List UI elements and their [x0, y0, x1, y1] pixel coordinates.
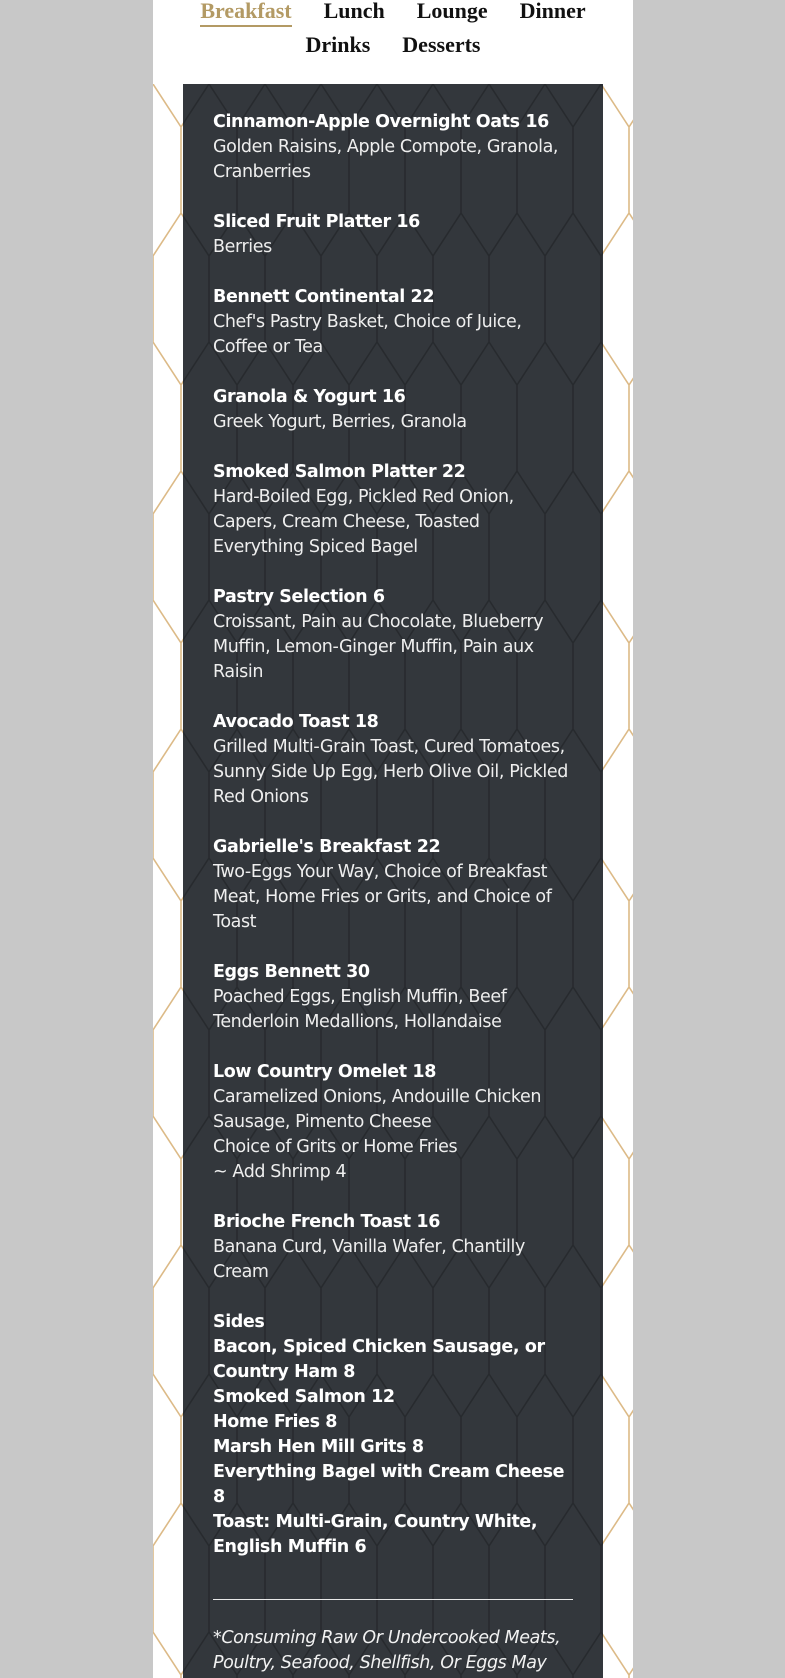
sides-section	[213, 1310, 573, 1560]
menu-item-description: Poached Eggs, English Muffin, Beef Tenderloin Medallions, Hollandaise	[213, 987, 507, 1032]
menu-item-name: Granola & Yogurt 16	[213, 387, 406, 407]
menu-item-description: Choice of Grits or Home Fries	[213, 1137, 458, 1157]
menu-item-list	[213, 110, 573, 1585]
menu-page	[153, 0, 633, 1678]
menu-item-description: Croissant, Pain au Chocolate, Blueberry Muffin, Lemon-Ginger Muffin, Pain aux Raisin	[213, 612, 544, 682]
sides-heading: Sides	[213, 1312, 265, 1332]
tab-breakfast[interactable]: Breakfast	[200, 0, 291, 27]
menu-item	[213, 710, 573, 810]
tab-desserts[interactable]: Desserts	[402, 32, 481, 57]
menu-item	[213, 110, 573, 185]
menu-tabs-nav	[153, 0, 633, 84]
menu-item	[213, 210, 573, 260]
menu-item	[213, 1210, 573, 1285]
menu-item-description: Caramelized Onions, Andouille Chicken Sausage, Pimento Cheese	[213, 1087, 542, 1132]
side-item: Bacon, Spiced Chicken Sausage, or Country Ham 8	[213, 1337, 545, 1382]
menu-item-name: Cinnamon-Apple Overnight Oats 16	[213, 112, 549, 132]
tab-lounge[interactable]: Lounge	[416, 0, 488, 23]
menu-item-name: Smoked Salmon Platter 22	[213, 462, 466, 482]
side-item: Toast: Multi-Grain, Country White, English Muffin 6	[213, 1512, 538, 1557]
tab-lunch[interactable]: Lunch	[323, 0, 385, 23]
menu-item-description: Golden Raisins, Apple Compote, Granola, Cranberries	[213, 137, 559, 182]
side-item: Home Fries 8	[213, 1412, 338, 1432]
menu-tabs-row-1	[153, 0, 633, 27]
divider	[213, 1599, 573, 1600]
side-item: Marsh Hen Mill Grits 8	[213, 1437, 424, 1457]
menu-item-name: Low Country Omelet 18	[213, 1062, 436, 1082]
side-item: Smoked Salmon 12	[213, 1387, 395, 1407]
menu-item	[213, 285, 573, 360]
menu-item-name: Brioche French Toast 16	[213, 1212, 440, 1232]
menu-item-name: Gabrielle's Breakfast 22	[213, 837, 441, 857]
menu-item-description: ~ Add Shrimp 4	[213, 1162, 347, 1182]
menu-item	[213, 585, 573, 685]
menu-item-name: Avocado Toast 18	[213, 712, 379, 732]
menu-item	[213, 960, 573, 1035]
menu-tabs-row-2	[153, 31, 633, 59]
menu-item-description: Two-Eggs Your Way, Choice of Breakfast Meat, Home Fries or Grits, and Choice of Toast	[213, 862, 552, 932]
menu-item-description: Banana Curd, Vanilla Wafer, Chantilly Cream	[213, 1237, 525, 1282]
side-item: Everything Bagel with Cream Cheese 8	[213, 1462, 565, 1507]
tab-drinks[interactable]: Drinks	[305, 32, 371, 57]
menu-item-description: Hard-Boiled Egg, Pickled Red Onion, Capers, Cream Cheese, Toasted Everything Spiced Bagel	[213, 487, 514, 557]
menu-item-name: Eggs Bennett 30	[213, 962, 370, 982]
food-safety-disclaimer: *Consuming Raw Or Undercooked Meats, Poultry, Seafood, Shellfish, Or Eggs May	[213, 1628, 561, 1673]
menu-item-name: Pastry Selection 6	[213, 587, 385, 607]
menu-item	[213, 1060, 573, 1185]
menu-item-name: Bennett Continental 22	[213, 287, 435, 307]
menu-item-name: Sliced Fruit Platter 16	[213, 212, 420, 232]
menu-item	[213, 835, 573, 935]
menu-item-description: Grilled Multi-Grain Toast, Cured Tomatoes, Sunny Side Up Egg, Herb Olive Oil, Pickled Red Onions	[213, 737, 568, 807]
menu-panel	[183, 84, 603, 1678]
menu-item-description: Berries	[213, 237, 272, 257]
menu-item-description: Greek Yogurt, Berries, Granola	[213, 412, 467, 432]
menu-item	[213, 385, 573, 435]
tab-dinner[interactable]: Dinner	[519, 0, 586, 23]
menu-item	[213, 460, 573, 560]
menu-item-description: Chef's Pastry Basket, Choice of Juice, Coffee or Tea	[213, 312, 522, 357]
